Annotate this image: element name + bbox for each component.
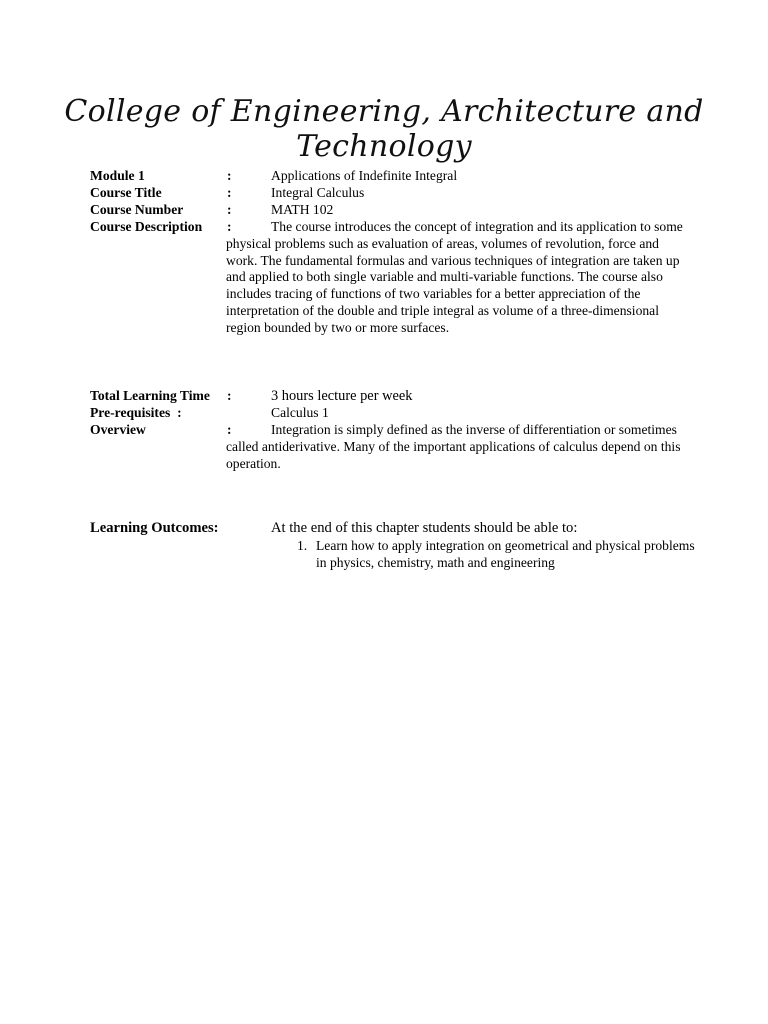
learning-time-label: Total Learning Time bbox=[90, 388, 210, 403]
module-value: Applications of Indefinite Integral bbox=[271, 168, 458, 183]
overview-row bbox=[90, 422, 690, 439]
course-info-block bbox=[90, 168, 690, 337]
page-title: College of Engineering, Architecture and Technology bbox=[64, 94, 704, 164]
learning-outcomes-label: Learning Outcomes: bbox=[90, 520, 219, 536]
list-item bbox=[297, 538, 697, 572]
prereq-label: Pre-requisites : bbox=[90, 405, 182, 420]
learning-outcomes-intro: At the end of this chapter students should be able to: bbox=[271, 520, 578, 536]
course-description-colon: : bbox=[227, 219, 232, 234]
overview-label: Overview bbox=[90, 422, 146, 437]
module-label: Module 1 bbox=[90, 168, 145, 183]
course-details-block bbox=[90, 388, 690, 472]
overview-colon: : bbox=[227, 422, 232, 437]
course-title-row bbox=[90, 185, 690, 202]
course-number-value: MATH 102 bbox=[271, 202, 334, 217]
overview-text: Integration is simply defined as the inverse of differentiation or sometimes called antiderivative. Many of the important applications of calculus depend on this operation. bbox=[226, 422, 681, 471]
course-description-label: Course Description bbox=[90, 219, 203, 234]
learning-outcomes-list bbox=[297, 538, 697, 572]
learning-time-value: 3 hours lecture per week bbox=[271, 388, 413, 404]
outcome-number: 1. bbox=[297, 538, 308, 553]
module-row bbox=[90, 168, 690, 185]
course-description-row bbox=[90, 219, 690, 236]
prereq-value: Calculus 1 bbox=[271, 405, 329, 420]
course-number-label: Course Number bbox=[90, 202, 184, 217]
outcome-text: Learn how to apply integration on geometrical and physical problems in physics, chemistry, math and engineering bbox=[316, 538, 695, 570]
module-colon: : bbox=[227, 168, 232, 183]
course-title-label: Course Title bbox=[90, 185, 162, 200]
learning-time-colon: : bbox=[227, 388, 232, 403]
course-title-colon: : bbox=[227, 185, 232, 200]
course-description-text: The course introduces the concept of integration and its application to some physical problems such as evaluation of areas, volumes of revolution, force and work. The fundamental formulas and various techniques of integration are taken up and applied to both single variable and multi-variable functions. The course also includes tracing of functions of two variables for a better appreciation of the interpretation of the double and triple integral as volume of a three-dimensional region bounded by two or more surfaces. bbox=[226, 219, 683, 335]
learning-time-row bbox=[90, 388, 690, 405]
course-title-value: Integral Calculus bbox=[271, 185, 365, 200]
prereq-row bbox=[90, 405, 690, 422]
course-number-colon: : bbox=[227, 202, 232, 217]
course-number-row bbox=[90, 202, 690, 219]
